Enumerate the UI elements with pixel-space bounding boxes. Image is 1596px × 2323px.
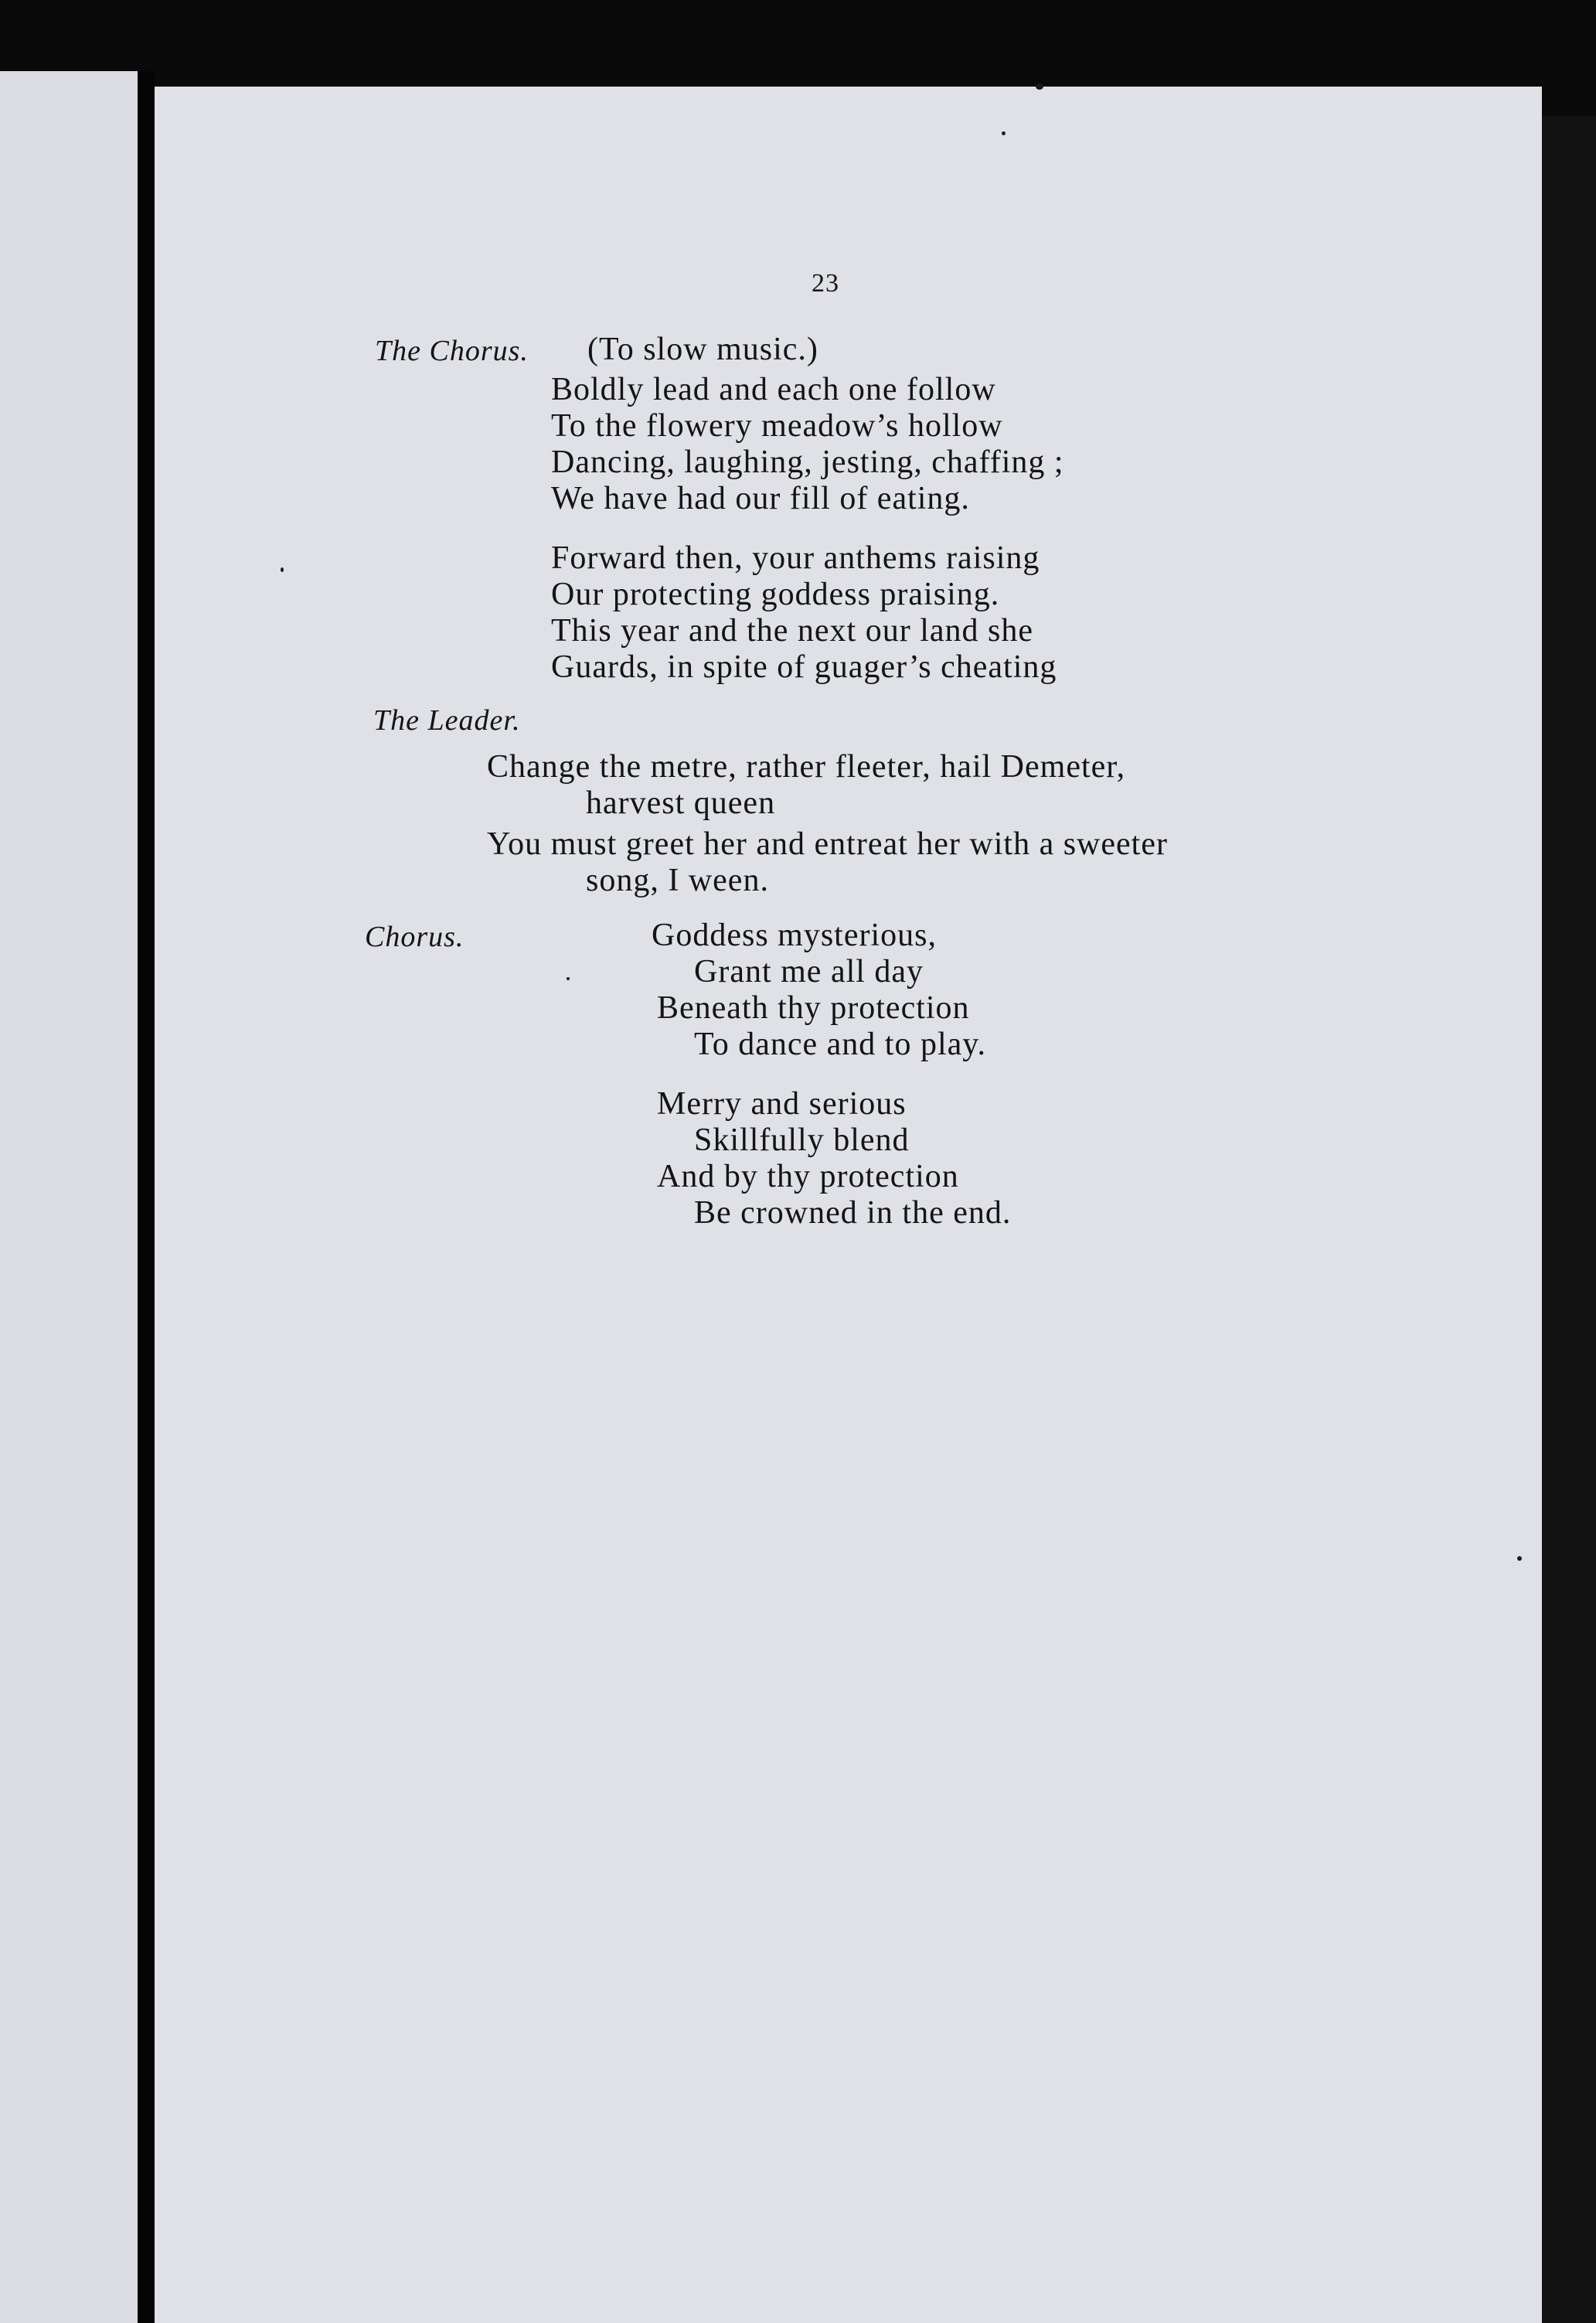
right-page-shadow — [1542, 116, 1596, 2323]
scan-speck — [1517, 1556, 1522, 1561]
verse-line: Beneath thy protection — [657, 990, 970, 1026]
verse-line: Forward then, your anthems raising — [551, 540, 1040, 576]
scan-speck — [1002, 131, 1006, 135]
speaker-chorus: Chorus. — [365, 921, 465, 953]
verse-line: This year and the next our land she — [551, 613, 1033, 649]
left-page-edge — [0, 71, 138, 2323]
verse-line: And by thy protection — [657, 1159, 959, 1194]
verse-line: harvest queen — [586, 785, 776, 821]
verse-line: To dance and to play. — [694, 1027, 987, 1062]
speaker-the-leader: The Leader. — [373, 704, 521, 737]
verse-line: Grant me all day — [694, 954, 924, 989]
verse-line: Change the metre, rather fleeter, hail Demeter, — [487, 749, 1126, 785]
verse-line: To the flowery meadow’s hollow — [551, 408, 1003, 444]
verse-line: Dancing, laughing, jesting, chaffing ; — [551, 445, 1064, 480]
verse-line: Skillfully blend — [694, 1122, 910, 1158]
verse-line: Boldly lead and each one follow — [551, 372, 996, 407]
verse-line: You must greet her and entreat her with a sweeter — [487, 826, 1168, 862]
binding-gutter — [138, 71, 155, 2323]
scan-speck — [281, 567, 284, 572]
stage-direction: (To slow music.) — [587, 332, 818, 367]
verse-line: Be crowned in the end. — [694, 1195, 1012, 1231]
verse-line: Our protecting goddess praising. — [551, 577, 1000, 612]
verse-line: We have had our fill of eating. — [551, 481, 970, 516]
scan-speck — [567, 977, 570, 980]
verse-line: song, I ween. — [586, 863, 769, 898]
page-number: 23 — [812, 269, 839, 298]
verse-line: Goddess mysterious, — [652, 918, 937, 953]
verse-line: Merry and serious — [657, 1086, 907, 1122]
scan-speck — [1036, 83, 1043, 90]
speaker-the-chorus: The Chorus. — [375, 335, 529, 367]
verse-line: Guards, in spite of guager’s cheating — [551, 649, 1057, 685]
